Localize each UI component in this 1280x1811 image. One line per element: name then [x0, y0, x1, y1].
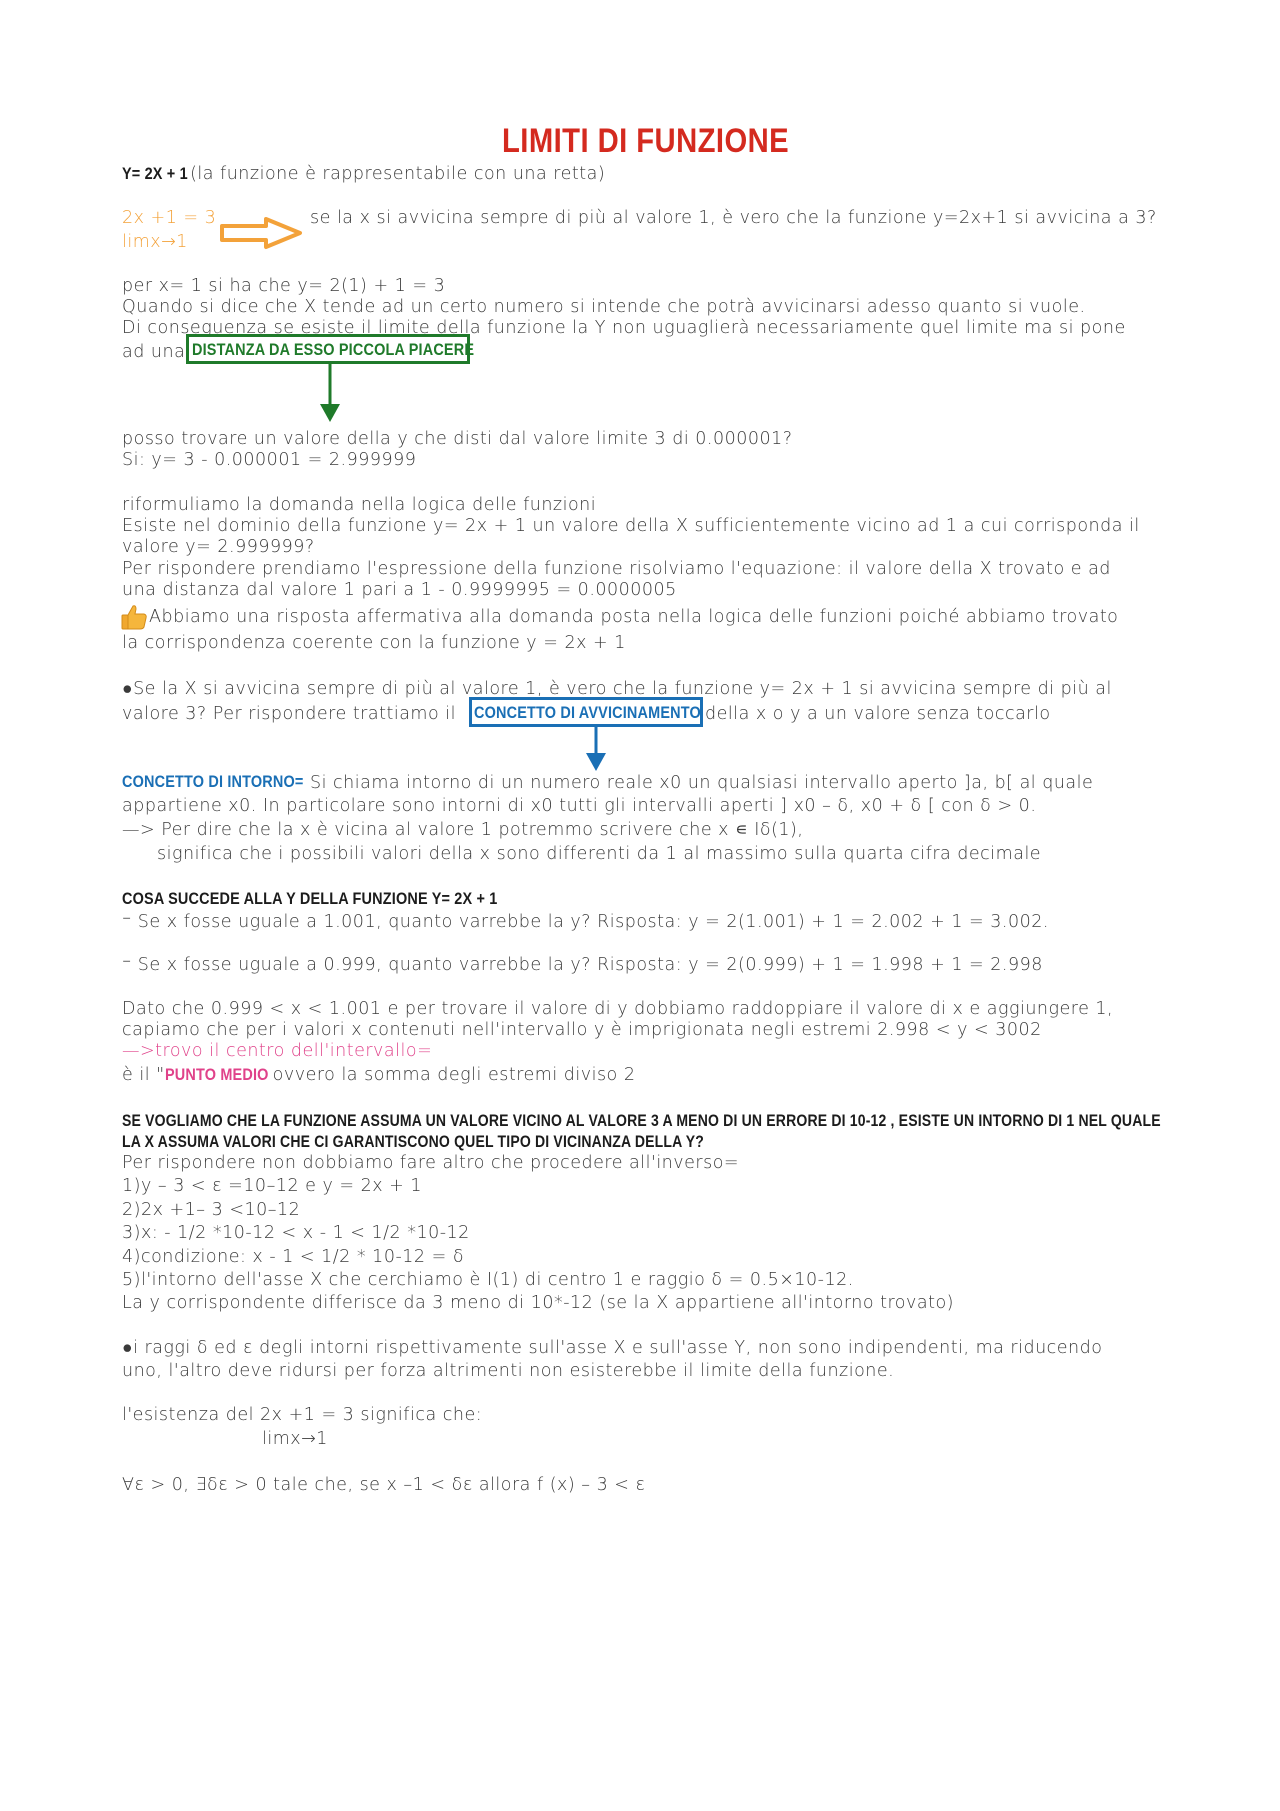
green-down-arrow-icon [318, 364, 342, 424]
para6-line2: capiamo che per i valori x contenuti nell'intervallo y è imprigionata negli estremi 2.998 < y < 3002 [122, 1020, 1042, 1040]
para6-line1: Dato che 0.999 < x < 1.001 e per trovare il valore di y dobbiamo raddoppiare il valore di x e aggiungere 1, [122, 999, 1114, 1019]
para1-line3: Di conseguenza se esiste il limite della funzione la Y non uguaglierà necessariamente quel limite ma si pone [122, 318, 1126, 338]
para3-line5: una distanza dal valore 1 pari a 1 - 0.9999995 = 0.0000005 [122, 580, 677, 600]
para2-line1: posso trovare un valore della y che disti dal valore limite 3 di 0.000001? [122, 429, 793, 449]
intro-equation: Y= 2X + 1 [122, 164, 188, 183]
step-6: La y corrispondente differisce da 3 meno di 10*-12 (se la X appartiene all'intorno trovato) [122, 1293, 954, 1313]
limit-subscript: limx→1 [122, 232, 188, 252]
step-2: 2)2x +1– 3 <10–12 [122, 1200, 301, 1220]
intorno-line3: significa che i possibili valori della x sono differenti da 1 al massimo sulla quarta cifra decimale [157, 844, 1042, 864]
intro-text: (la funzione è rappresentabile con una retta) [190, 164, 606, 184]
heading-3-line2: LA X ASSUMA VALORI CHE CI GARANTISCONO QUEL TIPO DI VICINANZA DELLA Y? [122, 1133, 705, 1151]
step-1: 1)y – 3 < ε =10–12 e y = 2x + 1 [122, 1176, 423, 1196]
orange-arrow-icon [218, 216, 304, 250]
case-1: ⁻ Se x fosse uguale a 1.001, quanto varrebbe la y? Risposta: y = 2(1.001) + 1 = 2.002 + 1 = 3.002. [122, 912, 1049, 932]
para1-line4 [122, 341, 185, 363]
para1-prefix: ad una [122, 342, 186, 362]
step-3: 3)x: - 1/2 *10-12 < x - 1 < 1/2 *10-12 [122, 1223, 470, 1243]
case-2: ⁻ Se x fosse uguale a 0.999, quanto varrebbe la y? Risposta: y = 2(0.999) + 1 = 1.998 + 1 = 2.998 [122, 955, 1043, 975]
limit-expression: 2x +1 = 3 [122, 208, 217, 228]
intorno-label: CONCETTO DI INTORNO= [122, 772, 304, 791]
para3-line1: riformuliamo la domanda nella logica delle funzioni [122, 495, 597, 515]
para7-line1: ●i raggi δ ed ε degli intorni rispettivamente sull'asse X e sull'asse Y, non sono indipendenti, ma riducendo [122, 1338, 1103, 1358]
existence-line: l'esistenza del 2x +1 = 3 significa che: [122, 1405, 483, 1425]
page-title: LIMITI DI FUNZIONE [502, 122, 790, 160]
step-4: 4)condizione: x - 1 < 1/2 * 10-12 = δ [122, 1247, 465, 1267]
intorno-text: Si chiama intorno di un numero reale x0 un qualsiasi intervallo aperto ]a, b[ al quale [310, 773, 1094, 793]
para7-line2: uno, l'altro deve ridursi per forza altrimenti non esisterebbe il limite della funzione. [122, 1361, 895, 1381]
heading-2: COSA SUCCEDE ALLA Y DELLA FUNZIONE Y= 2X + 1 [122, 889, 498, 908]
intro-line [122, 163, 605, 185]
heading-3-line1: SE VOGLIAMO CHE LA FUNZIONE ASSUMA UN VALORE VICINO AL VALORE 3 A MENO DI UN ERRORE DI 10-12 , ESISTE UN INTORNO DI 1 NEL QUALE [122, 1112, 1161, 1130]
para4-line2: la corrispondenza coerente con la funzione y = 2x + 1 [122, 633, 626, 653]
punto-suffix: ovvero la somma degli estremi diviso 2 [272, 1065, 636, 1085]
blue-highlight-text: CONCETTO DI AVVICINAMENTO [474, 703, 701, 722]
punto-prefix: è il " [122, 1065, 165, 1085]
intorno-line1: appartiene x0. In particolare sono intorni di x0 tutti gli intervalli aperti ] x0 – δ, x0 + δ [ con δ > 0. [122, 796, 1037, 816]
blue-down-arrow-icon [584, 727, 608, 773]
para1-line2: Quando si dice che X tende ad un certo numero si intende che potrà avvicinarsi adesso quanto si vuole. [122, 297, 1086, 317]
intorno-line2: —> Per dire che la x è vicina al valore 1 potremmo scrivere che x ∊ Iδ(1), [122, 820, 804, 840]
step-intro: Per rispondere non dobbiamo fare altro che procedere all'inverso= [122, 1153, 740, 1173]
punto-label: PUNTO MEDIO [164, 1065, 269, 1084]
para5-line2-suffix: della x o y a un valore senza toccarlo [705, 704, 1051, 724]
para4-line1: Abbiamo una risposta affermativa alla domanda posta nella logica delle funzioni poiché abbiamo trovato [149, 607, 1119, 627]
final-definition: ∀ε > 0, ∃δε > 0 tale che, se x –1 < δε allora f (x) – 3 < ε [122, 1475, 646, 1495]
para3-line2: Esiste nel dominio della funzione y= 2x + 1 un valore della X sufficientemente vicino ad 1 a cui corrisponda il [122, 516, 1140, 536]
centro-line: —>trovo il centro dell'intervallo= [122, 1041, 433, 1061]
green-highlight-text: DISTANZA DA ESSO PICCOLA PIACERE [192, 340, 475, 359]
para2-line2: Si: y= 3 - 0.000001 = 2.999999 [122, 450, 417, 470]
thumbs-up-icon [120, 604, 148, 630]
step-5: 5)l'intorno dell'asse X che cerchiamo è I(1) di centro 1 e raggio δ = 0.5×10-12. [122, 1270, 854, 1290]
question-1: se la x si avvicina sempre di più al valore 1, è vero che la funzione y=2x+1 si avvicina a 3? [310, 208, 1157, 228]
para3-line4: Per rispondere prendiamo l'espressione della funzione risolviamo l'equazione: il valore della X trovato e ad [122, 559, 1111, 579]
para5-line1: ●Se la X si avvicina sempre di più al valore 1, è vero che la funzione y= 2x + 1 si avvicina sempre di più al [122, 679, 1112, 699]
para1-line1: per x= 1 si ha che y= 2(1) + 1 = 3 [122, 276, 446, 296]
para5-line2-prefix: valore 3? Per rispondere trattiamo il [122, 704, 456, 724]
existence-limit: limx→1 [262, 1429, 328, 1449]
para3-line3: valore y= 2.999999? [122, 537, 315, 557]
punto-line [122, 1064, 635, 1086]
